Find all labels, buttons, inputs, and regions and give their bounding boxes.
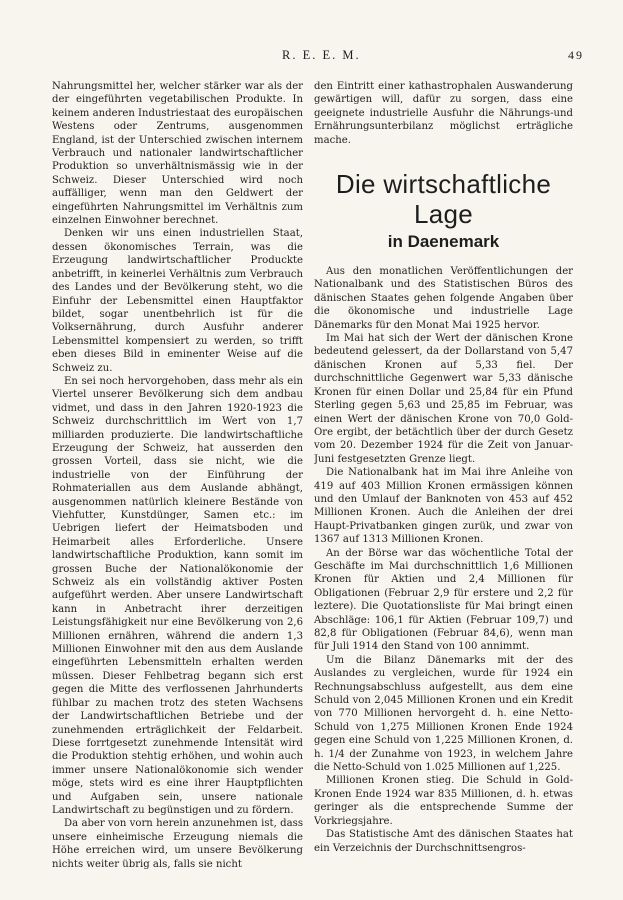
paragraph: En sei noch hervorgehoben, dass mehr als ein Viertel unserer Bevölkerung sich dem andbau vidmet, und dass in den Jahren 1920-1923 die Schweiz durchschrittlich im Wert von 1,7 milliarden produzierte. Die landwirtschaftliche Erzeugung der Schweiz, hat ausserden den grossen Vorteil, dass sie nicht, wie die industrielle von der Einführung der Rohmateriallen aus dem Auslande abhängt, ausgenommen natürlich kleinere Bestände von Viehfutter, Kunstdünger, Samen etc.: im Uebrigen liefert der Heimatsboden und Heimarbeit alles Erforderliche. Unsere landwirtschaftliche Produktion, kann somit im grossen Buche der Nationalökonomie der Schweiz als ein vollständig aktiver Posten aufgeführt werden. Aber unsere Landwirtschaft kann in Anbetracht ihrer derzeitigen Leistungsfähigkeit nur eine Bevölkerung von 2,6 Millionen ernähren, während die andern 1,3 Millionen Einwohner mit den aus dem Auslande eingeführten Lebensmitteln erhalten werden müssen. Dieser Fehlbetrag begann sich erst gegen die Mitte des verflossenen Jahrhunderts fühlbar zu machen trotz des steten Wachsens der Landwirtschaftlichen Betriebe und der zunehmenden erträglichkeit der Feldarbeit. Diese forrtgesetzt zunehmende Intensität wird die Produktion stehtig erhöhen, und wohin auch immer unsere Nationalökonomie sich wender möge, stets wird es eine ihrer Hauptpflichten und Aufgaben sein, unsere nationale Landwirtschaft zu begünstigen und zu fördern.: [52, 375, 303, 816]
paragraph: An der Börse war das wöchentliche Total der Geschäfte im Mai durchschnittlich 1,6 Millionen Kronen für Aktien und 2,4 Millionen für Obligationen (Februar 2,9 für erstere und 2,2 für leztere). Die Quotationsliste für Mai bringt einen Abschläge: 106,1 für Aktien (Februar 109,7) und 82,8 für Obligationen (Februar 84,6), wenn man für Juli 1914 den Stand von 100 annimmt.: [314, 547, 573, 653]
paragraph: Da aber von vorn herein anzunehmen ist, dass unsere einheimische Erzeugung niemals die Höhe erreichen wird, um unsere Bevölkerung nichts weiter übrig als, falls sie nicht: [52, 818, 303, 870]
paragraph: Im Mai hat sich der Wert der dänischen Krone bedeutend gelessert, da der Dollarstand von 5,47 dänischen Kronen auf 5,33 fiel. Der durchschnittliche Gegenwert war 5,33 dänische Kronen für einen Dollar und 25,84 für ein Pfund Sterling gegen 5,63 und 25,85 im Februar, was einen Wert der dänischen Krone von 70,0 Gold-Ore ergibt, der betächtlich über der durch Gesetz vom 20. Dezember 1924 für die Zeit von Januar-Juni festgesetzten Grenze liegt.: [314, 333, 573, 465]
paragraph: Millionen Kronen stieg. Die Schuld in Gold-Kronen Ende 1924 war 835 Millionen, d. h. etwas geringer als die entsprechende Summe der Vorkriegsjahre.: [314, 775, 573, 827]
journal-title: R. E. E. M.: [282, 48, 361, 62]
paragraph: Das Statistische Amt des dänischen Staates hat ein Verzeichnis der Durchschnittsengros-: [314, 829, 573, 854]
article-subheadline: in Daenemark: [387, 232, 500, 252]
paragraph: Um die Bilanz Dänemarks mit der des Auslandes zu vergleichen, wurde für 1924 ein Rechnungsabschluss aufgestellt, aus dem eine Schuld von 2,045 Millionen Kronen und ein Kredit von 770 Millionen hervorgeht d. h. eine Netto-Schuld von 1,275 Millionen Kronen Ende 1924 gegen eine Schuld von 1,225 Millionen Kronen, d. h. 1/4 der Zunahme von 1923, in welchem Jahre die Netto-Schuld von 1.025 Millionen auf 1,225.: [314, 654, 573, 774]
article-headline: Die wirtschaftliche Lage: [335, 169, 552, 230]
paragraph: Aus den monatlichen Veröffentlichungen der Nationalbank und des Statistischen Büros des dänischen Staates gehen folgende Angaben über die ökonomische und industrielle Lage Dänemarks für den Monat Mai 1925 hervor.: [314, 266, 573, 331]
paragraph: Nahrungsmittel her, welcher stärker war als der der eingeführten vegetabilischen Produkte. In keinem anderen Industriestaat des europäischen Westens oder Zentrums, ausgenommen England, ist der Unterschied zwischen internem Verbrauch und nationaler landwirtschaftlicher Produktion so unverhältnismässig wie in der Schweiz. Dieser Unterschied wird noch auffälliger, wenn man den Geldwert der eingeführten Nahrungsmittel im Verhältnis zum einzelnen Einwohner berechnet.: [52, 81, 303, 227]
left-column: [52, 80, 303, 892]
paragraph: den Eintritt einer kathastrophalen Auswanderung gewärtigen will, dafür zu sorgen, dass eine geeignete industrielle Ausfuhr die Nährungs-und Ernährungsunterbilanz möglichst erträgliche mache.: [314, 81, 573, 146]
page-header: [0, 48, 623, 68]
paragraph: Die Nationalbank hat im Mai ihre Anleihe von 419 auf 403 Million Kronen ermässigen können und den Umlauf der Banknoten von 453 auf 452 Millionen Kronen. Auch die Anleihen der drei Haupt-Privatbanken gingen zurük, und zwar von 1367 auf 1313 Millionen Kronen.: [314, 467, 573, 546]
right-column: [314, 80, 573, 892]
page-number: 49: [568, 48, 584, 62]
paragraph: Denken wir uns einen industriellen Staat, dessen ökonomisches Terrain, was die Erzeugung landwirtschaftlicher Produckte anbetrifft, in keinerlei Verhältnis zum Verbrauch des Landes und der Bevölkerung steht, wo die Einfuhr der Lebensmittel einen Hauptfaktor bildet, sogar unentbehrlich ist für die Volksernährung, durch Ausfuhr anderer Lebensmittel kompensiert zu werden, so trifft eben dieses Bild in eminenter Weise auf die Schweiz zu.: [52, 228, 303, 374]
